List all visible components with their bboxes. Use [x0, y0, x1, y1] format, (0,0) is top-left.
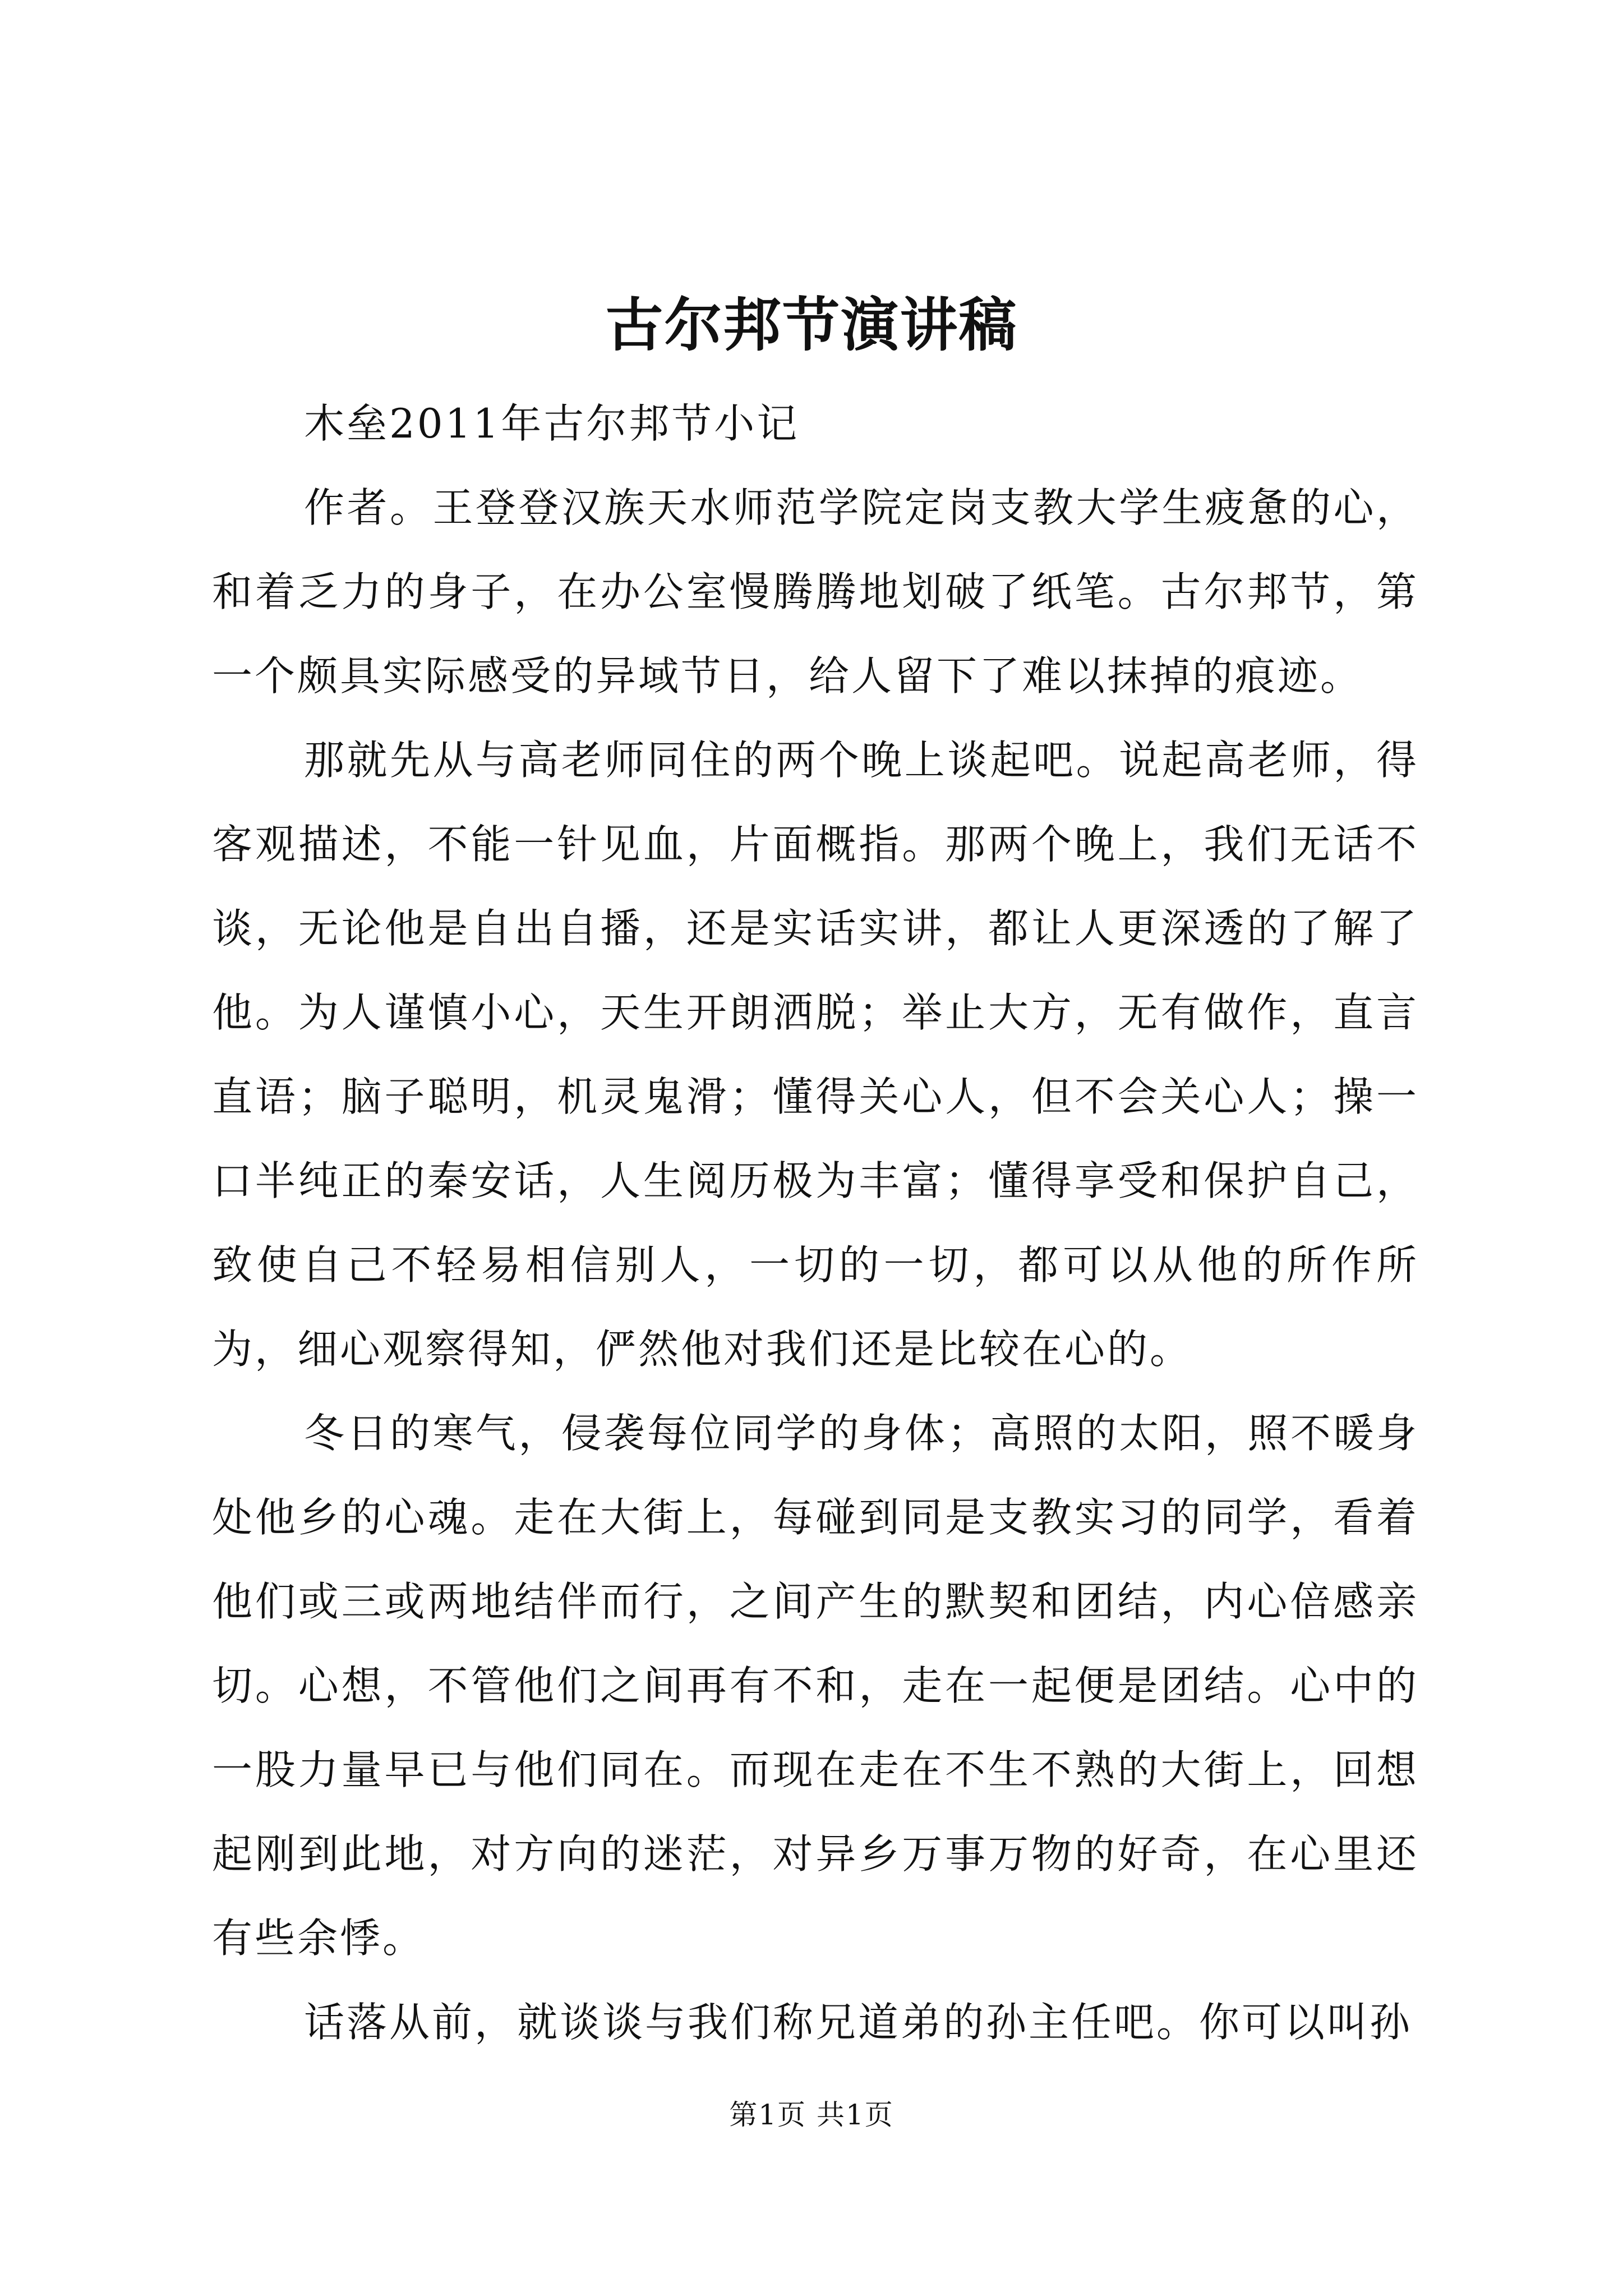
document-title: 古尔邦节演讲稿: [605, 291, 1018, 359]
page-number-footer: 第1页 共1页: [729, 2099, 894, 2131]
body-paragraph: 话落从前，就谈谈与我们称兄道弟的孙主任吧。你可以叫孙: [304, 1999, 1413, 2046]
body-paragraph: 冬日的寒气，侵袭每位同学的身体；高照的太阳，照不暖身处他乡的心魂。走在大街上，每碰到同是支教实习的同学，看着他们或三或两地结伴而行，之间产生的默契和团结，内心倍感亲切。心想，不管他们之间再有不和，走在一起便是团结。心中的一股力量早已与他们同在。而现在走在不生不熟的大街上，回想起刚到此地，对方向的迷茫，对异乡万事万物的好奇，在心里还有些余悸。: [212, 1410, 1419, 1962]
body-paragraph: 那就先从与高老师同住的两个晚上谈起吧。说起高老师，得客观描述，不能一针见血，片面概指。那两个晚上，我们无话不谈，无论他是自出自播，还是实话实讲，都让人更深透的了解了他。为人谨慎小心，天生开朗洒脱；举止大方，无有做作，直言直语；脑子聪明，机灵鬼滑；懂得关心人，但不会关心人；操一口半纯正的秦安话，人生阅历极为丰富；懂得享受和保护自己，致使自己不轻易相信别人，一切的一切，都可以从他的所作所为，细心观察得知，俨然他对我们还是比较在心的。: [212, 737, 1419, 1373]
body-paragraph: 作者。王登登汉族天水师范学院定岗支教大学生疲惫的心，和着乏力的身子，在办公室慢腾腾地划破了纸笔。古尔邦节，第一个颇具实际感受的异域节日，给人留下了难以抹掉的痕迹。: [212, 484, 1419, 700]
document-body: [212, 381, 1419, 2064]
subtitle-paragraph: 木垒2011年古尔邦节小记: [304, 400, 800, 447]
